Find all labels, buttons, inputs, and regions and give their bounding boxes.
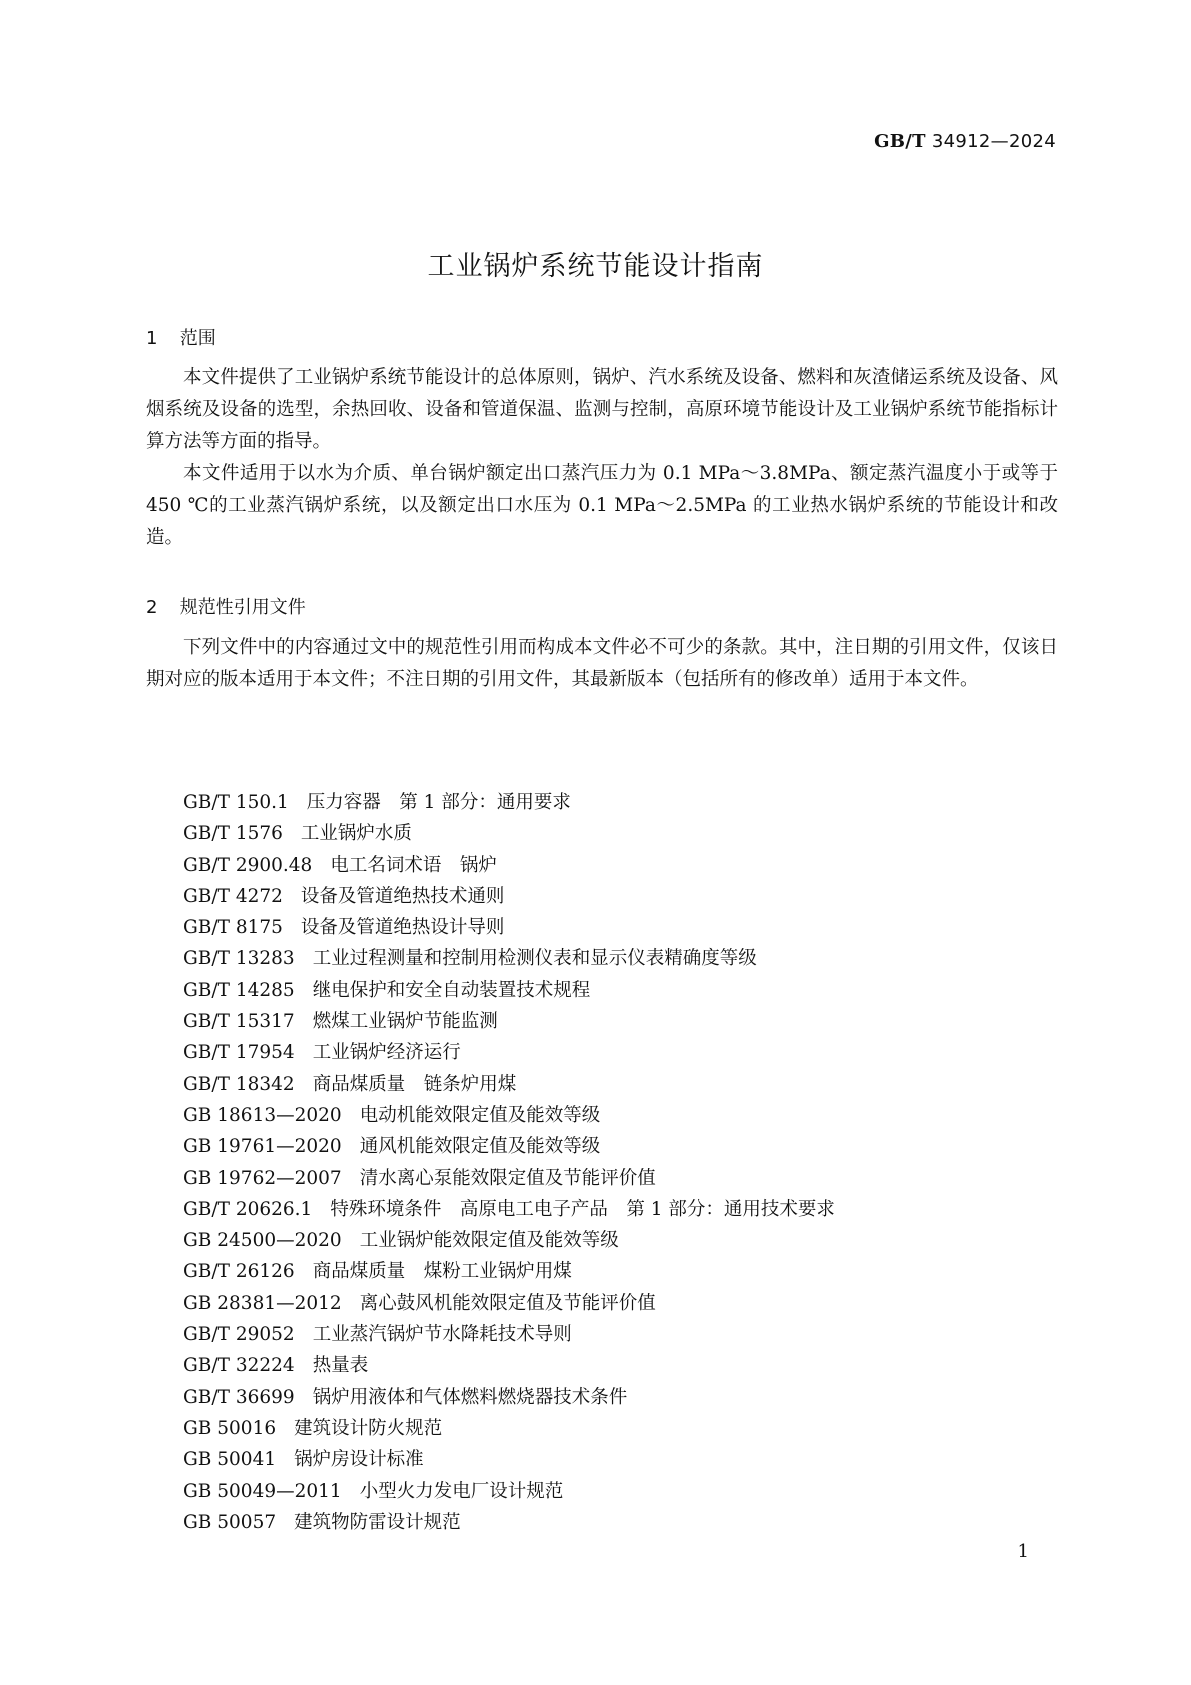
reference-title: 离心鼓风机能效限定值及节能评价值 xyxy=(359,1292,656,1314)
reference-title: 小型火力发电厂设计规范 xyxy=(359,1480,564,1502)
reference-item xyxy=(183,1256,835,1287)
reference-title: 继电保护和安全自动装置技术规程 xyxy=(312,979,591,1001)
reference-code: GB/T 4272 xyxy=(183,885,283,907)
section-2-title: 规范性引用文件 xyxy=(179,597,306,618)
reference-code: GB 19761—2020 xyxy=(183,1136,342,1158)
section-1-paragraph-2: 本文件适用于以水为介质、单台锅炉额定出口蒸汽压力为 0.1 MPa～3.8MPa、额定蒸汽温度小于或等于 450 ℃的工业蒸汽锅炉系统，以及额定出口水压为 0.1 MPa～2.5MPa 的工业热水锅炉系统的节能设计和改造。 xyxy=(146,463,1058,548)
reference-item xyxy=(183,1319,835,1350)
reference-item xyxy=(183,1131,835,1162)
reference-item xyxy=(183,1194,835,1225)
reference-title: 压力容器 第 1 部分：通用要求 xyxy=(306,792,571,813)
reference-code: GB/T 17954 xyxy=(183,1042,295,1064)
reference-item xyxy=(183,1069,835,1100)
reference-item xyxy=(183,1413,835,1444)
document-code xyxy=(874,131,1056,152)
reference-item xyxy=(183,1507,835,1538)
page-number: 1 xyxy=(1017,1541,1029,1562)
reference-item xyxy=(183,1350,835,1381)
reference-item xyxy=(183,1444,835,1475)
reference-code: GB/T 36699 xyxy=(183,1386,295,1408)
reference-title: 工业过程测量和控制用检测仪表和显示仪表精确度等级 xyxy=(312,948,757,970)
reference-code: GB 50057 xyxy=(183,1511,277,1533)
reference-title: 商品煤质量 煤粉工业锅炉用煤 xyxy=(312,1261,572,1283)
reference-code: GB 24500—2020 xyxy=(183,1230,342,1252)
section-2-number: 2 xyxy=(146,597,158,618)
reference-item xyxy=(183,1006,835,1037)
reference-item xyxy=(183,881,835,912)
reference-code: GB 50041 xyxy=(183,1449,277,1471)
section-2-heading xyxy=(146,593,306,619)
reference-item xyxy=(183,912,835,943)
reference-title: 特殊环境条件 高原电工电子产品 第 1 部分：通用技术要求 xyxy=(330,1198,835,1220)
reference-code: GB/T 150.1 xyxy=(183,792,289,813)
reference-item xyxy=(183,943,835,974)
reference-title: 工业锅炉能效限定值及能效等级 xyxy=(359,1230,619,1252)
doc-code-prefix: GB/T xyxy=(874,131,926,152)
reference-title: 锅炉用液体和气体燃料燃烧器技术条件 xyxy=(312,1386,628,1408)
section-2-paragraph-1: 下列文件中的内容通过文中的规范性引用而构成本文件必不可少的条款。其中，注日期的引用文件，仅该日期对应的版本适用于本文件；不注日期的引用文件，其最新版本（包括所有的修改单）适用于本文件。 xyxy=(146,637,1058,690)
reference-code: GB/T 13283 xyxy=(183,948,295,970)
reference-code: GB 50016 xyxy=(183,1417,277,1439)
reference-code: GB/T 1576 xyxy=(183,823,283,845)
reference-item xyxy=(183,850,835,881)
reference-item xyxy=(183,818,835,849)
reference-code: GB/T 29052 xyxy=(183,1324,295,1346)
reference-code: GB 50049—2011 xyxy=(183,1480,342,1502)
section-1-heading xyxy=(146,324,216,350)
reference-item xyxy=(183,787,835,818)
document-title: 工业锅炉系统节能设计指南 xyxy=(427,251,764,282)
reference-item xyxy=(183,1288,835,1319)
reference-code: GB/T 26126 xyxy=(183,1261,295,1283)
reference-item xyxy=(183,975,835,1006)
reference-title: 燃煤工业锅炉节能监测 xyxy=(312,1011,498,1033)
reference-item xyxy=(183,1476,835,1507)
reference-title: 商品煤质量 链条炉用煤 xyxy=(312,1073,517,1095)
reference-title: 建筑物防雷设计规范 xyxy=(294,1511,461,1533)
reference-title: 锅炉房设计标准 xyxy=(294,1449,424,1471)
reference-code: GB/T 18342 xyxy=(183,1073,295,1095)
reference-title: 工业锅炉水质 xyxy=(300,823,412,845)
section-1-number: 1 xyxy=(146,328,158,349)
reference-code: GB/T 20626.1 xyxy=(183,1198,313,1220)
reference-code: GB/T 2900.48 xyxy=(183,854,313,876)
section-1-title: 范围 xyxy=(179,328,216,349)
reference-code: GB/T 14285 xyxy=(183,979,295,1001)
reference-title: 工业蒸汽锅炉节水降耗技术导则 xyxy=(312,1324,572,1346)
reference-title: 设备及管道绝热技术通则 xyxy=(300,885,505,907)
reference-code: GB 18613—2020 xyxy=(183,1104,342,1126)
reference-item xyxy=(183,1100,835,1131)
reference-item xyxy=(183,1163,835,1194)
reference-code: GB 19762—2007 xyxy=(183,1167,342,1189)
reference-item xyxy=(183,1225,835,1256)
reference-title: 电动机能效限定值及能效等级 xyxy=(359,1104,601,1126)
reference-title: 电工名词术语 锅炉 xyxy=(330,854,497,876)
doc-code-number: 34912—2024 xyxy=(931,131,1056,152)
reference-item xyxy=(183,1382,835,1413)
reference-item xyxy=(183,1037,835,1068)
reference-title: 设备及管道绝热设计导则 xyxy=(300,917,505,939)
reference-code: GB/T 32224 xyxy=(183,1355,295,1377)
reference-code: GB/T 8175 xyxy=(183,917,283,939)
reference-title: 工业锅炉经济运行 xyxy=(312,1042,461,1064)
reference-title: 热量表 xyxy=(312,1355,369,1377)
reference-title: 通风机能效限定值及能效等级 xyxy=(359,1136,601,1158)
reference-title: 清水离心泵能效限定值及节能评价值 xyxy=(359,1167,656,1189)
normative-references-list xyxy=(183,787,835,1538)
reference-title: 建筑设计防火规范 xyxy=(294,1417,443,1439)
section-1-paragraph-1: 本文件提供了工业锅炉系统节能设计的总体原则，锅炉、汽水系统及设备、燃料和灰渣储运系统及设备、风烟系统及设备的选型，余热回收、设备和管道保温、监测与控制，高原环境节能设计及工业锅炉系统节能指标计算方法等方面的指导。 xyxy=(146,367,1058,452)
reference-code: GB 28381—2012 xyxy=(183,1292,342,1314)
reference-code: GB/T 15317 xyxy=(183,1011,295,1033)
